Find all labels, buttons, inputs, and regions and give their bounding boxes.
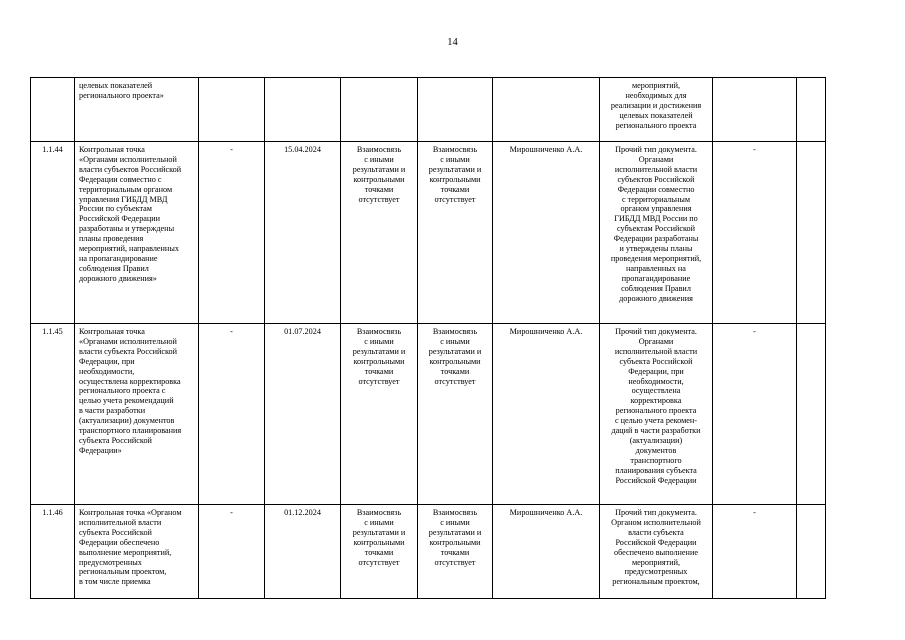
text-line: власти субъекта Российской [79,346,178,356]
text-line: региональным проектом, [79,567,167,577]
text-line: «Органами исполнительной [79,336,177,346]
cell-responsible: Мирошниченко А.А. [493,142,600,324]
cell-level [713,78,797,142]
text-line: Федерации» [79,445,122,455]
text-line: с иными [364,154,394,164]
text-line: отсутствует [434,376,476,386]
text-line: Федерации разработаны [613,234,699,244]
text-line: отсутствует [358,376,400,386]
text-line: на пропагандирование [79,253,158,263]
text-line: Прочий тип документа. [615,145,697,154]
text-line: контрольными [429,537,481,547]
text-line: отсутствует [358,194,400,204]
text-line: планирования субъекта [615,465,697,475]
text-line: транспортного планирования [79,426,182,436]
control-points-table [30,77,826,599]
table-row [31,324,826,505]
cell-base-value: - [199,142,265,324]
text-line: Российской Федерации [615,537,697,547]
text-line: в том числе приемка [79,577,151,587]
text-line: корректировка [630,396,682,406]
text-line: (актуализации) [629,435,683,445]
text-line: Федерации обеспечено [79,537,160,547]
cell-number: 1.1.46 [31,505,75,599]
text-line: мероприятий, [631,557,680,567]
text-line: субъектам Российской [616,224,696,234]
cell-empty [797,505,826,599]
text-line: Контрольная точка [79,145,145,154]
cell-next-links [418,142,493,324]
text-line: целью учета рекомендаций [79,396,174,406]
text-line: целевых показателей [619,110,693,120]
text-line: отсутствует [434,194,476,204]
cell-responsible: Мирошниченко А.А. [493,324,600,505]
text-line: управления ГИБДД МВД [79,194,168,204]
text-line: результатами и [428,164,482,174]
text-line: соблюдения Правил [79,263,149,273]
text-line: субъекта Российской [619,356,693,366]
text-line: результатами и [428,527,482,537]
cell-date: 15.04.2024 [265,142,341,324]
text-line: осуществлена [631,386,681,396]
text-line: субъектов Российской [617,174,695,184]
cell-date [265,78,341,142]
cell-number: 1.1.45 [31,324,75,505]
text-line: и утверждены планы [619,244,693,254]
text-line: (актуализации) документов [79,416,175,426]
text-line: отсутствует [358,557,400,567]
text-line: планы проведения [79,234,144,244]
cell-date: 01.07.2024 [265,324,341,505]
text-line: власти субъектов Российской [79,164,182,174]
cell-responsible: Мирошниченко А.А. [493,505,600,599]
text-line: точками [364,184,394,194]
text-line: с иными [440,336,470,346]
text-line: Взаимосвязь [432,508,478,517]
text-line: результатами и [428,346,482,356]
text-line: с целью учета рекомен- [614,416,698,426]
text-line: результатами и [352,527,406,537]
cell-next-links [418,324,493,505]
table-row [31,505,826,599]
text-line: исполнительной власти [79,517,162,527]
cell-base-value: - [199,505,265,599]
text-line: мероприятий, [631,81,680,90]
text-line: точками [364,366,394,376]
text-line: территориальным органом [79,184,173,194]
text-line: результатами и [352,164,406,174]
text-line: выполнение мероприятий, [79,547,172,557]
text-line: дорожного движения [619,293,693,303]
text-line: Органами [638,154,674,164]
text-line: власти субъекта [628,527,684,537]
text-line: ГИБДД МВД России по [614,214,698,224]
table-body [31,78,826,599]
cell-number [31,78,75,142]
text-line: Федерации, при [79,356,135,366]
text-line: необходимости, [79,366,135,376]
text-line: точками [440,184,470,194]
text-line: отсутствует [434,557,476,567]
text-line: контрольными [353,356,405,366]
text-line: направленных на [626,263,686,273]
cell-base-value: - [199,324,265,505]
page-number: 14 [447,37,458,48]
cell-name [75,505,199,599]
cell-previous-links [341,324,418,505]
cell-document [600,505,713,599]
cell-next-links [418,78,493,142]
cell-level: - [713,142,797,324]
text-line: необходимости, [628,376,684,386]
text-line: субъекта Российской [79,435,152,445]
text-line: с иными [364,336,394,346]
cell-number: 1.1.44 [31,142,75,324]
cell-document [600,142,713,324]
text-line: мероприятий, направленных [79,244,179,254]
cell-responsible [493,78,600,142]
text-line: с иными [440,517,470,527]
cell-base-value [199,78,265,142]
cell-empty [797,78,826,142]
text-line: Взаимосвязь [356,508,402,517]
text-line: исполнительной власти [614,346,698,356]
text-line: Российской Федерации [615,475,697,485]
text-line: предусмотренных [79,557,142,567]
text-line: проведения мероприятий, [610,253,702,263]
cell-level: - [713,505,797,599]
text-line: Прочий тип документа. [615,327,697,336]
text-line: регионального проекта [615,406,697,416]
text-line: Федерации, при [628,366,684,376]
text-line: необходимых для [625,90,687,100]
text-line: регионального проекта [615,120,697,130]
text-line: Прочий тип документа. [615,508,697,517]
cell-empty [797,324,826,505]
text-line: контрольными [429,356,481,366]
text-line: точками [440,547,470,557]
cell-previous-links [341,505,418,599]
cell-empty [797,142,826,324]
cell-name [75,78,199,142]
text-line: даций в части разработки [611,426,701,436]
text-line: обеспечено выполнение [614,547,698,557]
cell-name [75,324,199,505]
text-line: контрольными [429,174,481,184]
cell-previous-links [341,78,418,142]
table-row [31,142,826,324]
table-row [31,78,826,142]
text-line: транспортного [630,455,682,465]
text-line: результатами и [352,346,406,356]
text-line: точками [364,547,394,557]
text-line: контрольными [353,537,405,547]
cell-document [600,78,713,142]
text-line: реализации и достижения [610,100,702,110]
text-line: соблюдения Правил [621,283,691,293]
text-line: целевых показателей [79,81,153,90]
text-line: контрольными [353,174,405,184]
text-line: разработаны и утверждены [79,224,175,234]
text-line: регионального проекта с [79,386,166,396]
text-line: точками [440,366,470,376]
text-line: с иными [440,154,470,164]
text-line: Органом исполнительной [611,517,701,527]
cell-date: 01.12.2024 [265,505,341,599]
text-line: Контрольная точка «Органом [79,508,182,517]
text-line: «Органами исполнительной [79,154,177,164]
cell-document [600,324,713,505]
text-line: Федерации совместно с [79,174,162,184]
text-line: органом управления [620,204,692,214]
text-line: пропагандирование [621,273,691,283]
text-line: документов [635,445,677,455]
text-line: с иными [364,517,394,527]
cell-previous-links [341,142,418,324]
cell-level: - [713,324,797,505]
text-line: Взаимосвязь [432,327,478,336]
cell-next-links [418,505,493,599]
text-line: исполнительной власти [614,164,698,174]
text-line: Федерации совместно [617,184,695,194]
text-line: осуществлена корректировка [79,376,181,386]
text-line: Российской Федерации [79,214,161,224]
text-line: Взаимосвязь [356,145,402,154]
text-line: дорожного движения» [79,273,157,283]
text-line: Контрольная точка [79,327,145,336]
text-line: в части разработки [79,406,146,416]
text-line: Взаимосвязь [356,327,402,336]
text-line: субъекта Российской [79,527,152,537]
text-line: предусмотренных [624,567,688,577]
cell-name [75,142,199,324]
text-line: России по субъектам [79,204,152,214]
text-line: региональным проектом, [612,577,700,587]
text-line: регионального проекта» [79,90,164,100]
text-line: Взаимосвязь [432,145,478,154]
text-line: с территориальным [621,194,691,204]
text-line: Органами [638,336,674,346]
